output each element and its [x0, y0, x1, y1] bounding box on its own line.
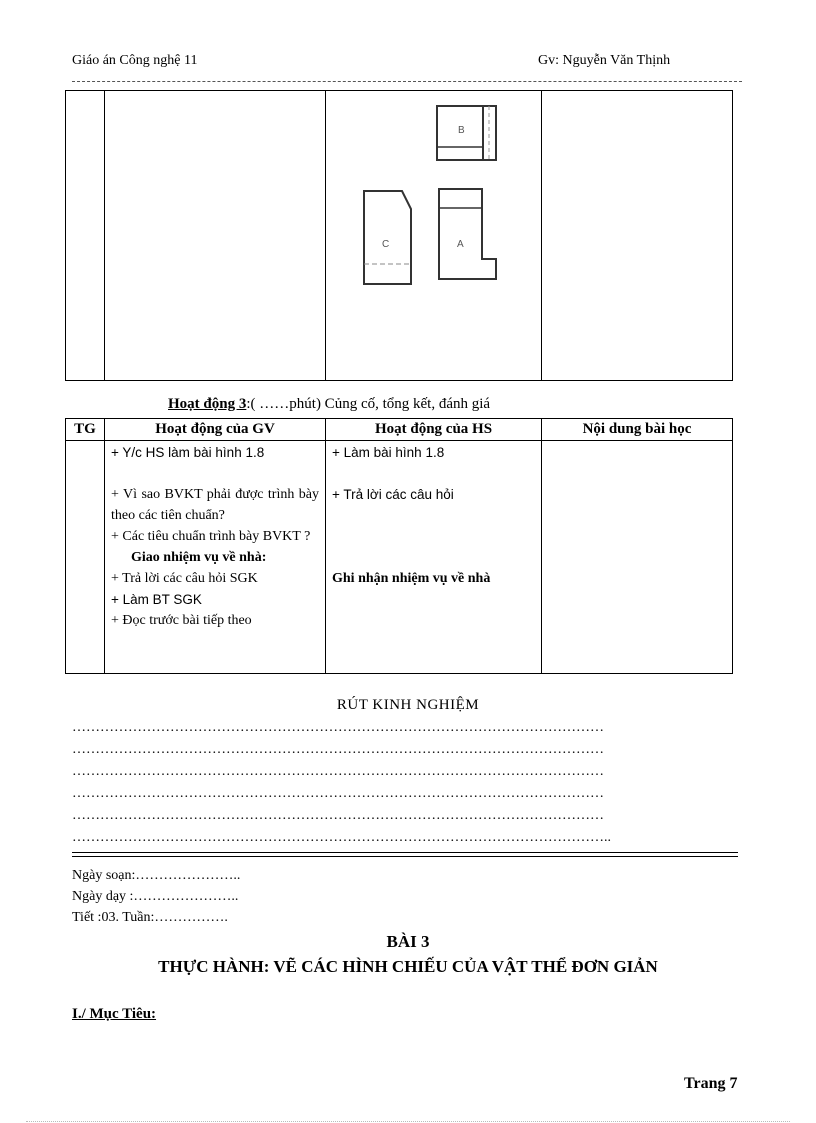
view-c	[364, 191, 411, 284]
gv-line: + Vì sao BVKT phải được trình bày theo các tiên chuẩn?	[111, 487, 319, 523]
rkn-dotline: ……………………………………………………………………………………………………..	[72, 830, 611, 845]
hs-line: + Trả lời các câu hỏi	[332, 487, 454, 502]
projection-figure	[326, 91, 540, 375]
header-divider	[72, 81, 742, 82]
gv-activities	[105, 441, 326, 674]
ngay-soan: Ngày soạn:…………………..	[72, 868, 241, 883]
rkn-dotline: ……………………………………………………………………………………………………	[72, 742, 604, 757]
hs-activities	[326, 441, 542, 674]
gv-line: + Làm BT SGK	[111, 592, 202, 607]
activity3-heading	[168, 396, 490, 413]
lesson-number: BÀI 3	[386, 932, 430, 951]
rkn-title: RÚT KINH NGHIỆM	[336, 697, 480, 713]
gv-line: + Trả lời các câu hỏi SGK	[111, 571, 258, 586]
gv-cell	[105, 91, 326, 381]
section-objectives: I./ Mục Tiêu:	[72, 1006, 157, 1022]
rkn-dotline: ……………………………………………………………………………………………………	[72, 808, 604, 823]
activity3-subtitle: :( ……phút) Củng cố, tổng kết, đánh giá	[246, 396, 491, 412]
gv-line: + Đọc trước bài tiếp theo	[111, 613, 252, 628]
activity3-header-row	[66, 419, 733, 441]
rkn-dotline: ……………………………………………………………………………………………………	[72, 720, 604, 735]
col-gv: Hoạt động của GV	[105, 419, 326, 441]
gv-homework-heading: Giao nhiệm vụ về nhà:	[131, 550, 267, 565]
activity3-title: Hoạt động 3	[168, 396, 247, 412]
figure-cell	[326, 91, 542, 381]
tiet-tuan: Tiết :03. Tuần:…………….	[72, 910, 228, 925]
tg-cell	[66, 91, 105, 381]
rkn-dotline: ……………………………………………………………………………………………………	[72, 764, 604, 779]
view-a	[439, 189, 496, 279]
view-a-label: A	[457, 239, 464, 250]
gv-line: + Y/c HS làm bài hình 1.8	[111, 445, 265, 460]
col-tg: TG	[66, 419, 105, 441]
activity3-table	[65, 418, 733, 674]
ngay-day: Ngày dạy :…………………..	[72, 889, 239, 904]
header-left: Giáo án Công nghệ 11	[72, 53, 198, 68]
lesson-title: THỰC HÀNH: VẼ CÁC HÌNH CHIẾU CỦA VẬT THỂ ĐƠN GIẢN	[158, 957, 658, 976]
view-c-label: C	[382, 239, 390, 250]
rkn-dotline: ……………………………………………………………………………………………………	[72, 786, 604, 801]
section-divider	[72, 852, 738, 857]
hs-homework: Ghi nhận nhiệm vụ về nhà	[332, 571, 491, 586]
gv-line: + Các tiêu chuẩn trình bày BVKT ?	[111, 529, 311, 544]
hs-line: + Làm bài hình 1.8	[332, 445, 445, 460]
view-b-label: B	[458, 125, 465, 136]
content-cell	[542, 91, 733, 381]
col-content: Nội dung bài học	[542, 419, 733, 441]
content-cell	[542, 441, 733, 674]
col-hs: Hoạt động của HS	[326, 419, 542, 441]
header-right: Gv: Nguyễn Văn Thịnh	[538, 53, 671, 68]
activity3-body-row	[66, 441, 733, 674]
footer-divider	[26, 1121, 790, 1122]
page-number: Trang 7	[684, 1075, 738, 1092]
view-b	[437, 106, 496, 160]
continued-lesson-table	[65, 90, 733, 381]
tg-cell	[66, 441, 105, 674]
